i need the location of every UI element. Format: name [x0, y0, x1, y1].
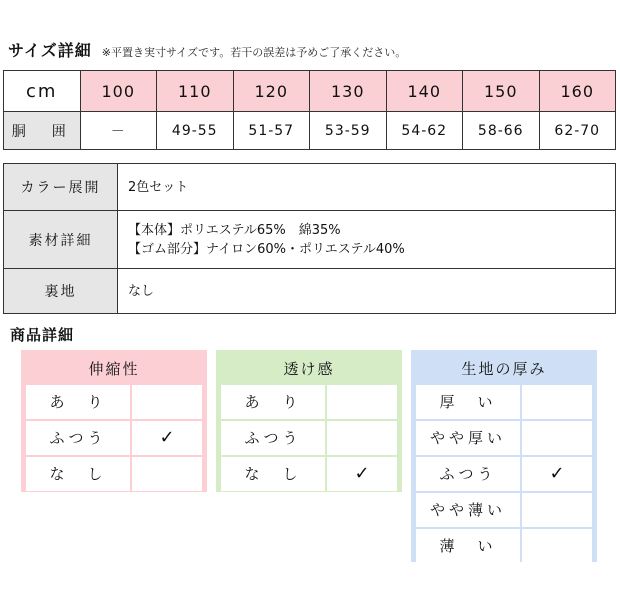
color-value [118, 164, 616, 211]
sheerness-option-normal: ふつう [221, 421, 325, 455]
color-value-line: 2色セット [128, 179, 189, 195]
waist-label: 胴 囲 [4, 112, 81, 150]
sheerness-rating-box [216, 350, 402, 492]
lining-label: 裏地 [4, 269, 118, 314]
thickness-option-thick: 厚 い [416, 385, 520, 419]
thickness-row-slightly-thick [416, 421, 592, 455]
stretch-check-normal: ✓ [132, 421, 202, 455]
size-section-title: サイズ詳細 [8, 41, 92, 60]
material-value [118, 211, 616, 269]
material-label: 素材詳細 [4, 211, 118, 269]
size-section-note: ※平置き実寸サイズです。若干の誤差は予めご了承ください。 [101, 46, 407, 59]
waist-110: 49-55 [157, 112, 234, 150]
spec-row-color [4, 164, 616, 211]
stretch-option-yes: あ り [26, 385, 130, 419]
material-body-line: 【本体】ポリエステル65% 綿35% [128, 222, 341, 238]
thickness-check-normal: ✓ [522, 457, 592, 491]
sheerness-row-normal [221, 421, 397, 455]
size-section-heading [8, 38, 406, 60]
thickness-option-thin: 薄 い [416, 529, 520, 563]
thickness-rating-box [411, 350, 597, 562]
thickness-option-slightly-thin: やや薄い [416, 493, 520, 527]
spec-row-lining [4, 269, 616, 314]
sheerness-title: 透け感 [283, 360, 335, 378]
stretch-rating-box [21, 350, 207, 492]
thickness-check-slightly-thick [522, 421, 592, 455]
size-table [3, 70, 616, 150]
thickness-check-thin [522, 529, 592, 563]
waist-130: 53-59 [310, 112, 387, 150]
stretch-row-none [26, 457, 202, 491]
sheerness-row-yes [221, 385, 397, 419]
stretch-row-yes [26, 385, 202, 419]
size-160: 160 [539, 71, 616, 112]
sheerness-option-none: な し [221, 457, 325, 491]
thickness-row-thick [416, 385, 592, 419]
size-150: 150 [463, 71, 540, 112]
size-120: 120 [233, 71, 310, 112]
thickness-option-normal: ふつう [416, 457, 520, 491]
material-rubber-line: 【ゴム部分】ナイロン60%・ポリエステル40% [128, 241, 405, 257]
size-header-row [4, 71, 616, 112]
thickness-title: 生地の厚み [461, 360, 547, 378]
stretch-check-yes [132, 385, 202, 419]
stretch-option-normal: ふつう [26, 421, 130, 455]
unit-label: cm [4, 71, 81, 112]
stretch-check-none [132, 457, 202, 491]
thickness-row-normal [416, 457, 592, 491]
stretch-option-none: な し [26, 457, 130, 491]
size-100: 100 [80, 71, 157, 112]
stretch-row-normal [26, 421, 202, 455]
waist-160: 62-70 [539, 112, 616, 150]
thickness-row-slightly-thin [416, 493, 592, 527]
sheerness-option-yes: あ り [221, 385, 325, 419]
lining-value-line: なし [128, 283, 155, 299]
color-label: カラー展開 [4, 164, 118, 211]
thickness-option-slightly-thick: やや厚い [416, 421, 520, 455]
size-130: 130 [310, 71, 387, 112]
sheerness-check-none: ✓ [327, 457, 397, 491]
thickness-row-thin [416, 529, 592, 563]
waist-100: － [80, 112, 157, 150]
spec-row-material [4, 211, 616, 269]
product-details-title: 商品詳細 [10, 326, 75, 344]
sheerness-check-yes [327, 385, 397, 419]
size-140: 140 [386, 71, 463, 112]
sheerness-row-none [221, 457, 397, 491]
waist-120: 51-57 [233, 112, 310, 150]
spec-table [3, 163, 616, 314]
waist-150: 58-66 [463, 112, 540, 150]
thickness-check-slightly-thin [522, 493, 592, 527]
lining-value [118, 269, 616, 314]
thickness-check-thick [522, 385, 592, 419]
waist-row [4, 112, 616, 150]
sheerness-check-normal [327, 421, 397, 455]
waist-140: 54-62 [386, 112, 463, 150]
size-110: 110 [157, 71, 234, 112]
stretch-title: 伸縮性 [88, 360, 140, 378]
